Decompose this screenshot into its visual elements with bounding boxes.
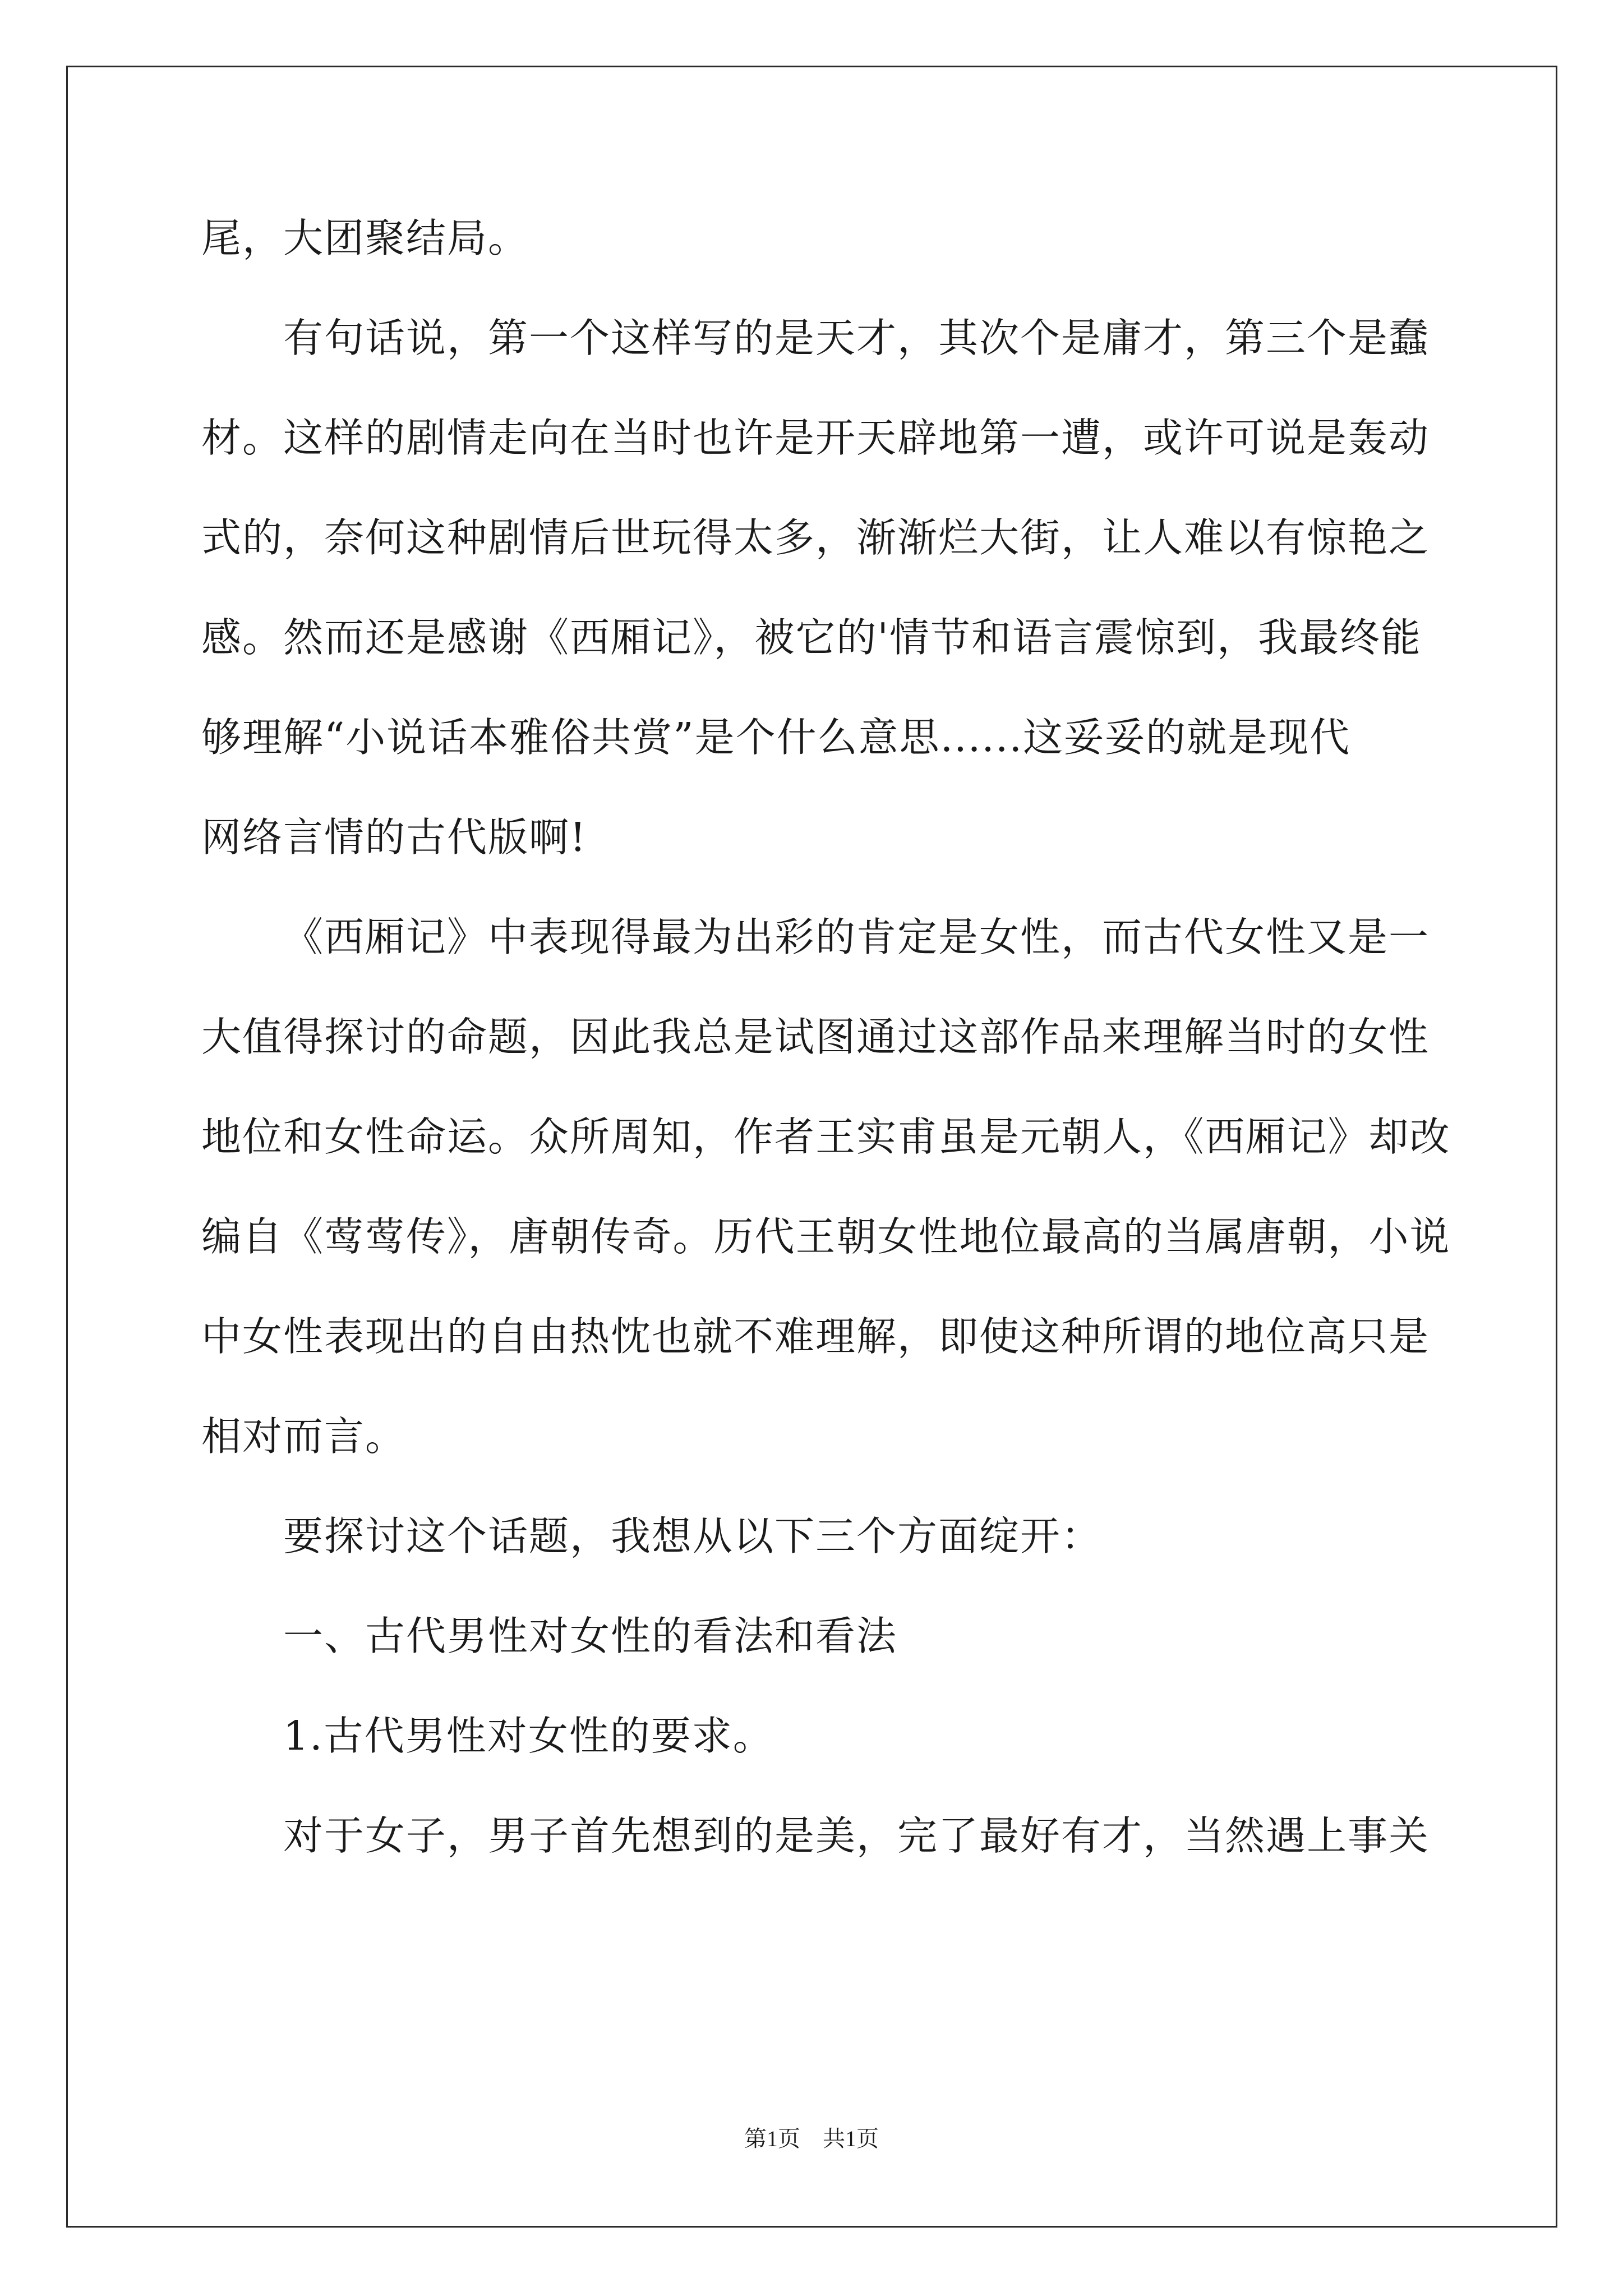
paragraph-line: 对于女子，男子首先想到的是美，完了最好有才，当然遇上事关 xyxy=(283,1812,1430,1859)
text-line: 尾，大团聚结局。 xyxy=(201,215,529,261)
text-line: 地位和女性命运。众所周知，作者王实甫虽是元朝人，《西厢记》却改 xyxy=(201,1114,1451,1160)
paragraph-line: 《西厢记》中表现得最为出彩的肯定是女性，而古代女性又是一 xyxy=(283,914,1430,960)
text-line: 材。这样的剧情走向在当时也许是开天辟地第一遭，或许可说是轰动 xyxy=(201,415,1430,461)
text-line: 大值得探讨的命题，因此我总是试图通过这部作品来理解当时的女性 xyxy=(201,1014,1430,1060)
text-line: 中女性表现出的自由热忱也就不难理解，即使这种所谓的地位高只是 xyxy=(201,1313,1430,1360)
heading-line: 一、古代男性对女性的看法和看法 xyxy=(283,1613,898,1659)
paragraph-line: 有句话说，第一个这样写的是天才，其次个是庸才，第三个是蠢 xyxy=(283,315,1430,361)
text-line: 感。然而还是感谢《西厢记》，被它的'情节和语言震惊到，我最终能 xyxy=(201,614,1422,661)
subheading-line: 1.古代男性对女性的要求。 xyxy=(283,1713,774,1759)
paragraph-line: 要探讨这个话题，我想从以下三个方面绽开： xyxy=(283,1513,1103,1559)
text-line: 相对而言。 xyxy=(201,1413,407,1460)
text-line: 够理解“小说话本雅俗共赏”是个什么意思......这妥妥的就是现代 xyxy=(201,714,1351,761)
page-footer: 第1页 共1页 xyxy=(744,2126,879,2151)
text-line: 网络言情的古代版啊! xyxy=(201,814,587,861)
text-line: 式的，奈何这种剧情后世玩得太多，渐渐烂大街，让人难以有惊艳之 xyxy=(201,514,1430,561)
text-line: 编自《莺莺传》，唐朝传奇。历代王朝女性地位最高的当属唐朝，小说 xyxy=(201,1213,1451,1260)
